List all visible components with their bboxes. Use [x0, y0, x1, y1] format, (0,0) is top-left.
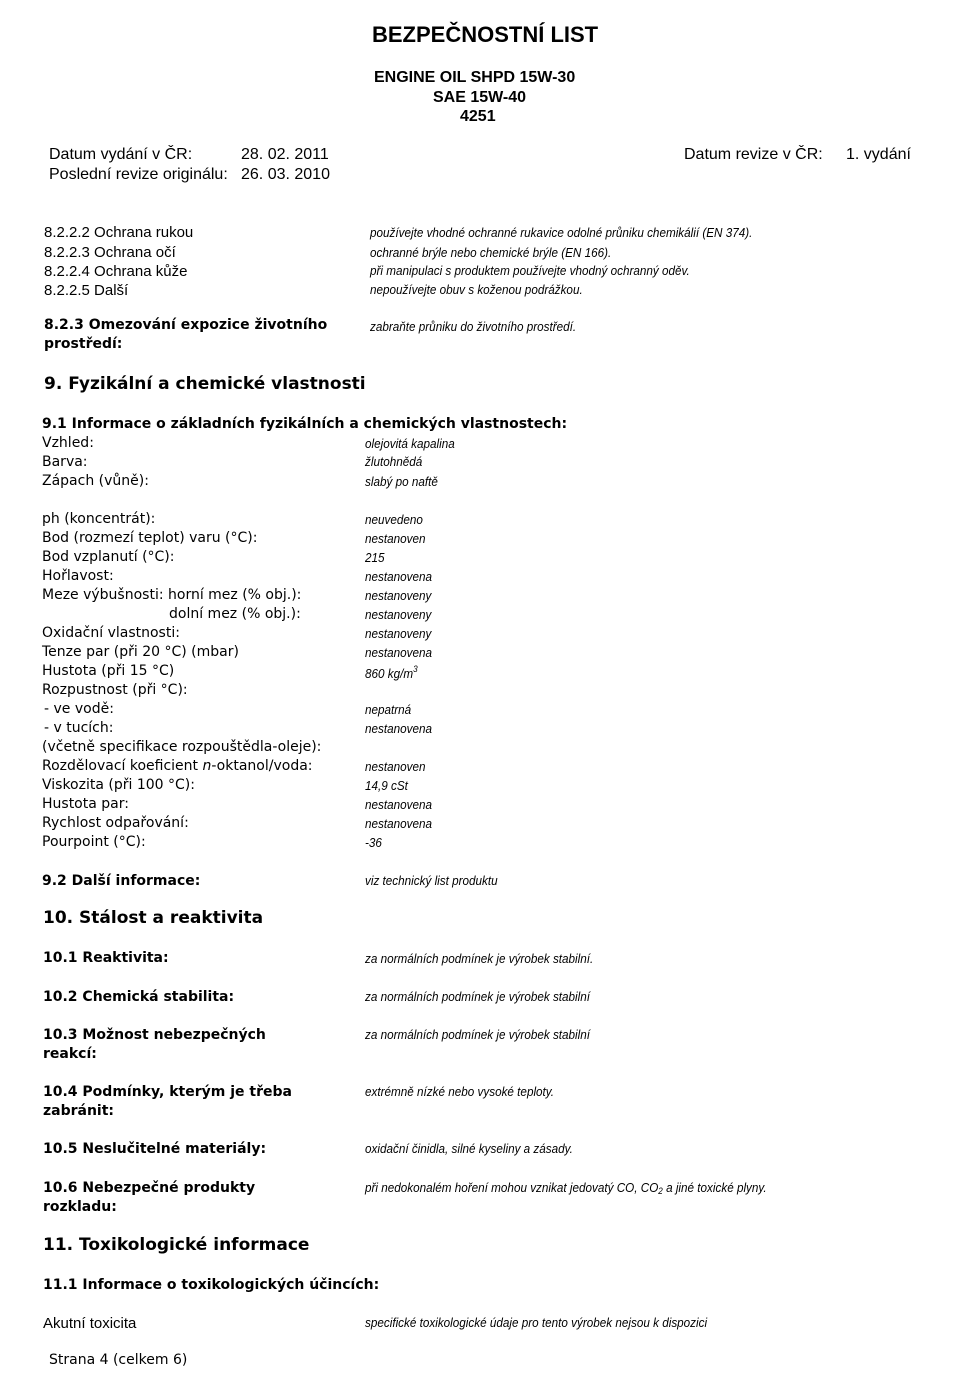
property-value: nestanoven	[365, 759, 426, 774]
issue-date-label: Datum vydání v ČR:	[49, 146, 193, 163]
property-label: dolní mez (% obj.):	[169, 606, 301, 622]
env-exposure-label-cont: prostředí:	[44, 336, 123, 352]
conditions-avoid-label-cont: zabránit:	[43, 1103, 115, 1119]
property-value: nestanoveny	[365, 626, 432, 641]
property-label: Barva:	[42, 454, 88, 470]
property-value: nepatrná	[365, 702, 412, 717]
property-value: žlutohnědá	[365, 454, 423, 469]
incompatible-materials-value: oxidační činidla, silné kyseliny a zásady.	[365, 1141, 573, 1156]
protection-label: 8.2.2.2 Ochrana rukou	[44, 224, 194, 241]
property-label: (včetně specifikace rozpouštědla-oleje):	[42, 739, 322, 755]
revision-cr-value: 1. vydání	[846, 146, 911, 163]
property-value: nestanovena	[365, 797, 433, 812]
hazardous-reactions-label-cont: reakcí:	[43, 1046, 97, 1062]
property-value: nestanoveny	[365, 607, 432, 622]
property-value: -36	[365, 835, 382, 850]
property-label: Zápach (vůně):	[42, 473, 149, 489]
protection-label: 8.2.2.3 Ochrana očí	[44, 244, 176, 261]
hazardous-reactions-value: za normálních podmínek je výrobek stabilní	[365, 1027, 591, 1042]
protection-value: při manipulaci s produktem používejte vhodný ochranný oděv.	[370, 263, 690, 278]
document-title: BEZPEČNOSTNÍ LIST	[372, 22, 599, 47]
page-number: Strana 4 (celkem 6)	[49, 1352, 188, 1368]
orig-revision-date: 26. 03. 2010	[241, 166, 330, 183]
property-value: nestanovena	[365, 645, 433, 660]
property-value: nestanoven	[365, 531, 426, 546]
property-value: nestanoveny	[365, 588, 432, 603]
protection-value: používejte vhodné ochranné rukavice odolné průniku chemikálií (EN 374).	[370, 225, 753, 240]
protection-value: ochranné brýle nebo chemické brýle (EN 166).	[370, 245, 612, 260]
section-9-title: 9. Fyzikální a chemické vlastnosti	[44, 374, 366, 394]
decomposition-value: při nedokonalém hoření mohou vznikat jedovatý CO, $CO_2$ a jiné toxické plyny.	[365, 1180, 767, 1196]
product-grade: SAE 15W-40	[433, 89, 527, 106]
property-label: ph (koncentrát):	[42, 511, 156, 527]
protection-value: nepoužívejte obuv s koženou podrážkou.	[370, 282, 583, 297]
property-value: 215	[365, 550, 385, 565]
conditions-avoid-label: 10.4 Podmínky, kterým je třeba	[43, 1084, 292, 1100]
property-label: Viskozita (při 100 °C):	[42, 777, 195, 793]
decomposition-label-cont: rozkladu:	[43, 1199, 117, 1215]
property-label: Rychlost odpařování:	[42, 815, 189, 831]
section-11-title: 11. Toxikologické informace	[43, 1235, 310, 1255]
section-10-title: 10. Stálost a reaktivita	[43, 908, 264, 928]
reactivity-value: za normálních podmínek je výrobek stabilní.	[365, 951, 594, 966]
property-label: Bod vzplanutí (°C):	[42, 549, 175, 565]
decomposition-label: 10.6 Nebezpečné produkty	[43, 1180, 256, 1196]
property-label: Rozpustnost (při °C):	[42, 682, 188, 698]
further-info-label: 9.2 Další informace:	[42, 873, 201, 889]
stability-label: 10.2 Chemická stabilita:	[43, 989, 235, 1005]
section-9-1-subtitle: 9.1 Informace o základních fyzikálních a chemických vlastnostech:	[42, 416, 568, 432]
orig-revision-label: Poslední revize originálu:	[49, 166, 228, 183]
acute-toxicity-label: Akutní toxicita	[43, 1315, 137, 1332]
property-value: 860 $kg/m^3$	[365, 664, 418, 681]
env-exposure-value: zabraňte průniku do životního prostředí.	[370, 319, 577, 334]
property-label: Tenze par (při 20 °C) (mbar)	[42, 644, 239, 660]
property-value: olejovitá kapalina	[365, 436, 455, 451]
property-label: Oxidační vlastnosti:	[42, 625, 180, 641]
section-11-1-subtitle: 11.1 Informace o toxikologických účincích:	[43, 1277, 380, 1293]
property-label: Vzhled:	[42, 435, 94, 451]
reactivity-label: 10.1 Reaktivita:	[43, 950, 169, 966]
hazardous-reactions-label: 10.3 Možnost nebezpečných	[43, 1027, 266, 1043]
property-value: slabý po naftě	[365, 474, 438, 489]
product-code: 4251	[460, 108, 496, 125]
property-label: Bod (rozmezí teplot) varu (°C):	[42, 530, 258, 546]
product-name: ENGINE OIL SHPD 15W-30	[374, 69, 576, 86]
issue-date-value: 28. 02. 2011	[241, 146, 329, 163]
property-value: nestanovena	[365, 569, 433, 584]
property-label: Rozdělovací koeficient n-oktanol/voda:	[42, 758, 313, 774]
property-value: 14,9 cSt	[365, 778, 408, 793]
revision-cr-label: Datum revize v ČR:	[684, 146, 823, 163]
incompatible-materials-label: 10.5 Neslučitelné materiály:	[43, 1141, 267, 1157]
acute-toxicity-value: specifické toxikologické údaje pro tento výrobek nejsou k dispozici	[365, 1315, 708, 1330]
env-exposure-label: 8.2.3 Omezování expozice životního	[44, 317, 328, 333]
property-label: Hořlavost:	[42, 568, 114, 584]
property-label: Hustota par:	[42, 796, 129, 812]
property-label: - ve vodě:	[44, 701, 114, 717]
property-label: - v tucích:	[44, 720, 114, 736]
property-value: neuvedeno	[365, 512, 423, 527]
conditions-avoid-value: extrémně nízké nebo vysoké teploty.	[365, 1084, 555, 1099]
property-label: Pourpoint (°C):	[42, 834, 146, 850]
protection-label: 8.2.2.4 Ochrana kůže	[44, 263, 188, 280]
further-info-value: viz technický list produktu	[365, 873, 498, 888]
property-label: Hustota (při 15 °C)	[42, 663, 175, 679]
stability-value: za normálních podmínek je výrobek stabilní	[365, 989, 591, 1004]
property-label: Meze výbušnosti: horní mez (% obj.):	[42, 587, 302, 603]
property-value: nestanovena	[365, 816, 433, 831]
protection-label: 8.2.2.5 Další	[44, 282, 129, 299]
property-value: nestanovena	[365, 721, 433, 736]
